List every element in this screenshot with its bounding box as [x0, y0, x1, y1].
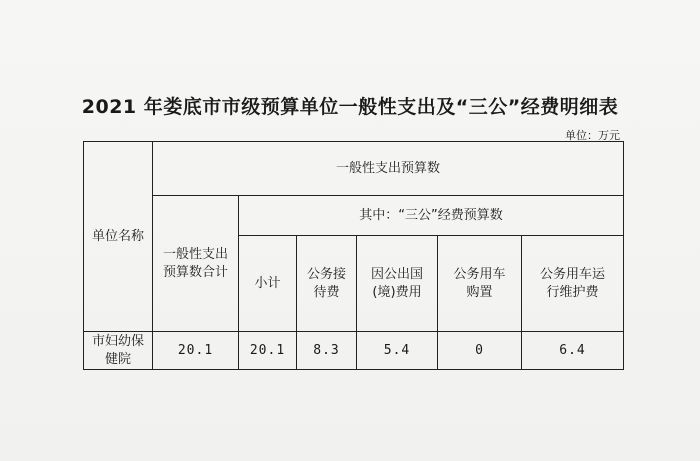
header-overseas: 因公出国(境)费用 — [357, 236, 438, 332]
budget-table — [83, 141, 624, 370]
row-unit: 市妇幼保健院 — [84, 332, 153, 370]
row-overseas: 5.4 — [357, 332, 438, 370]
row-vehicle-operation: 6.4 — [522, 332, 624, 370]
unit-label: 单位：万元 — [565, 129, 620, 142]
header-subtotal: 小计 — [239, 236, 297, 332]
header-vehicle-purchase: 公务用车购置 — [438, 236, 522, 332]
header-unit-name: 单位名称 — [84, 142, 153, 332]
header-general-budget: 一般性支出预算数 — [153, 142, 624, 196]
header-general-total: 一般性支出预算数合计 — [153, 196, 239, 332]
row-general-total: 20.1 — [153, 332, 239, 370]
header-row-2 — [84, 196, 624, 236]
row-vehicle-purchase: 0 — [438, 332, 522, 370]
table-row — [84, 332, 624, 370]
header-vehicle-operation: 公务用车运行维护费 — [522, 236, 624, 332]
header-row-1 — [84, 142, 624, 196]
document-title: 2021 年娄底市市级预算单位一般性支出及“三公”经费明细表 — [81, 96, 619, 118]
row-reception: 8.3 — [297, 332, 357, 370]
header-three-public: 其中：“三公”经费预算数 — [239, 196, 624, 236]
row-subtotal: 20.1 — [239, 332, 297, 370]
header-reception: 公务接待费 — [297, 236, 357, 332]
